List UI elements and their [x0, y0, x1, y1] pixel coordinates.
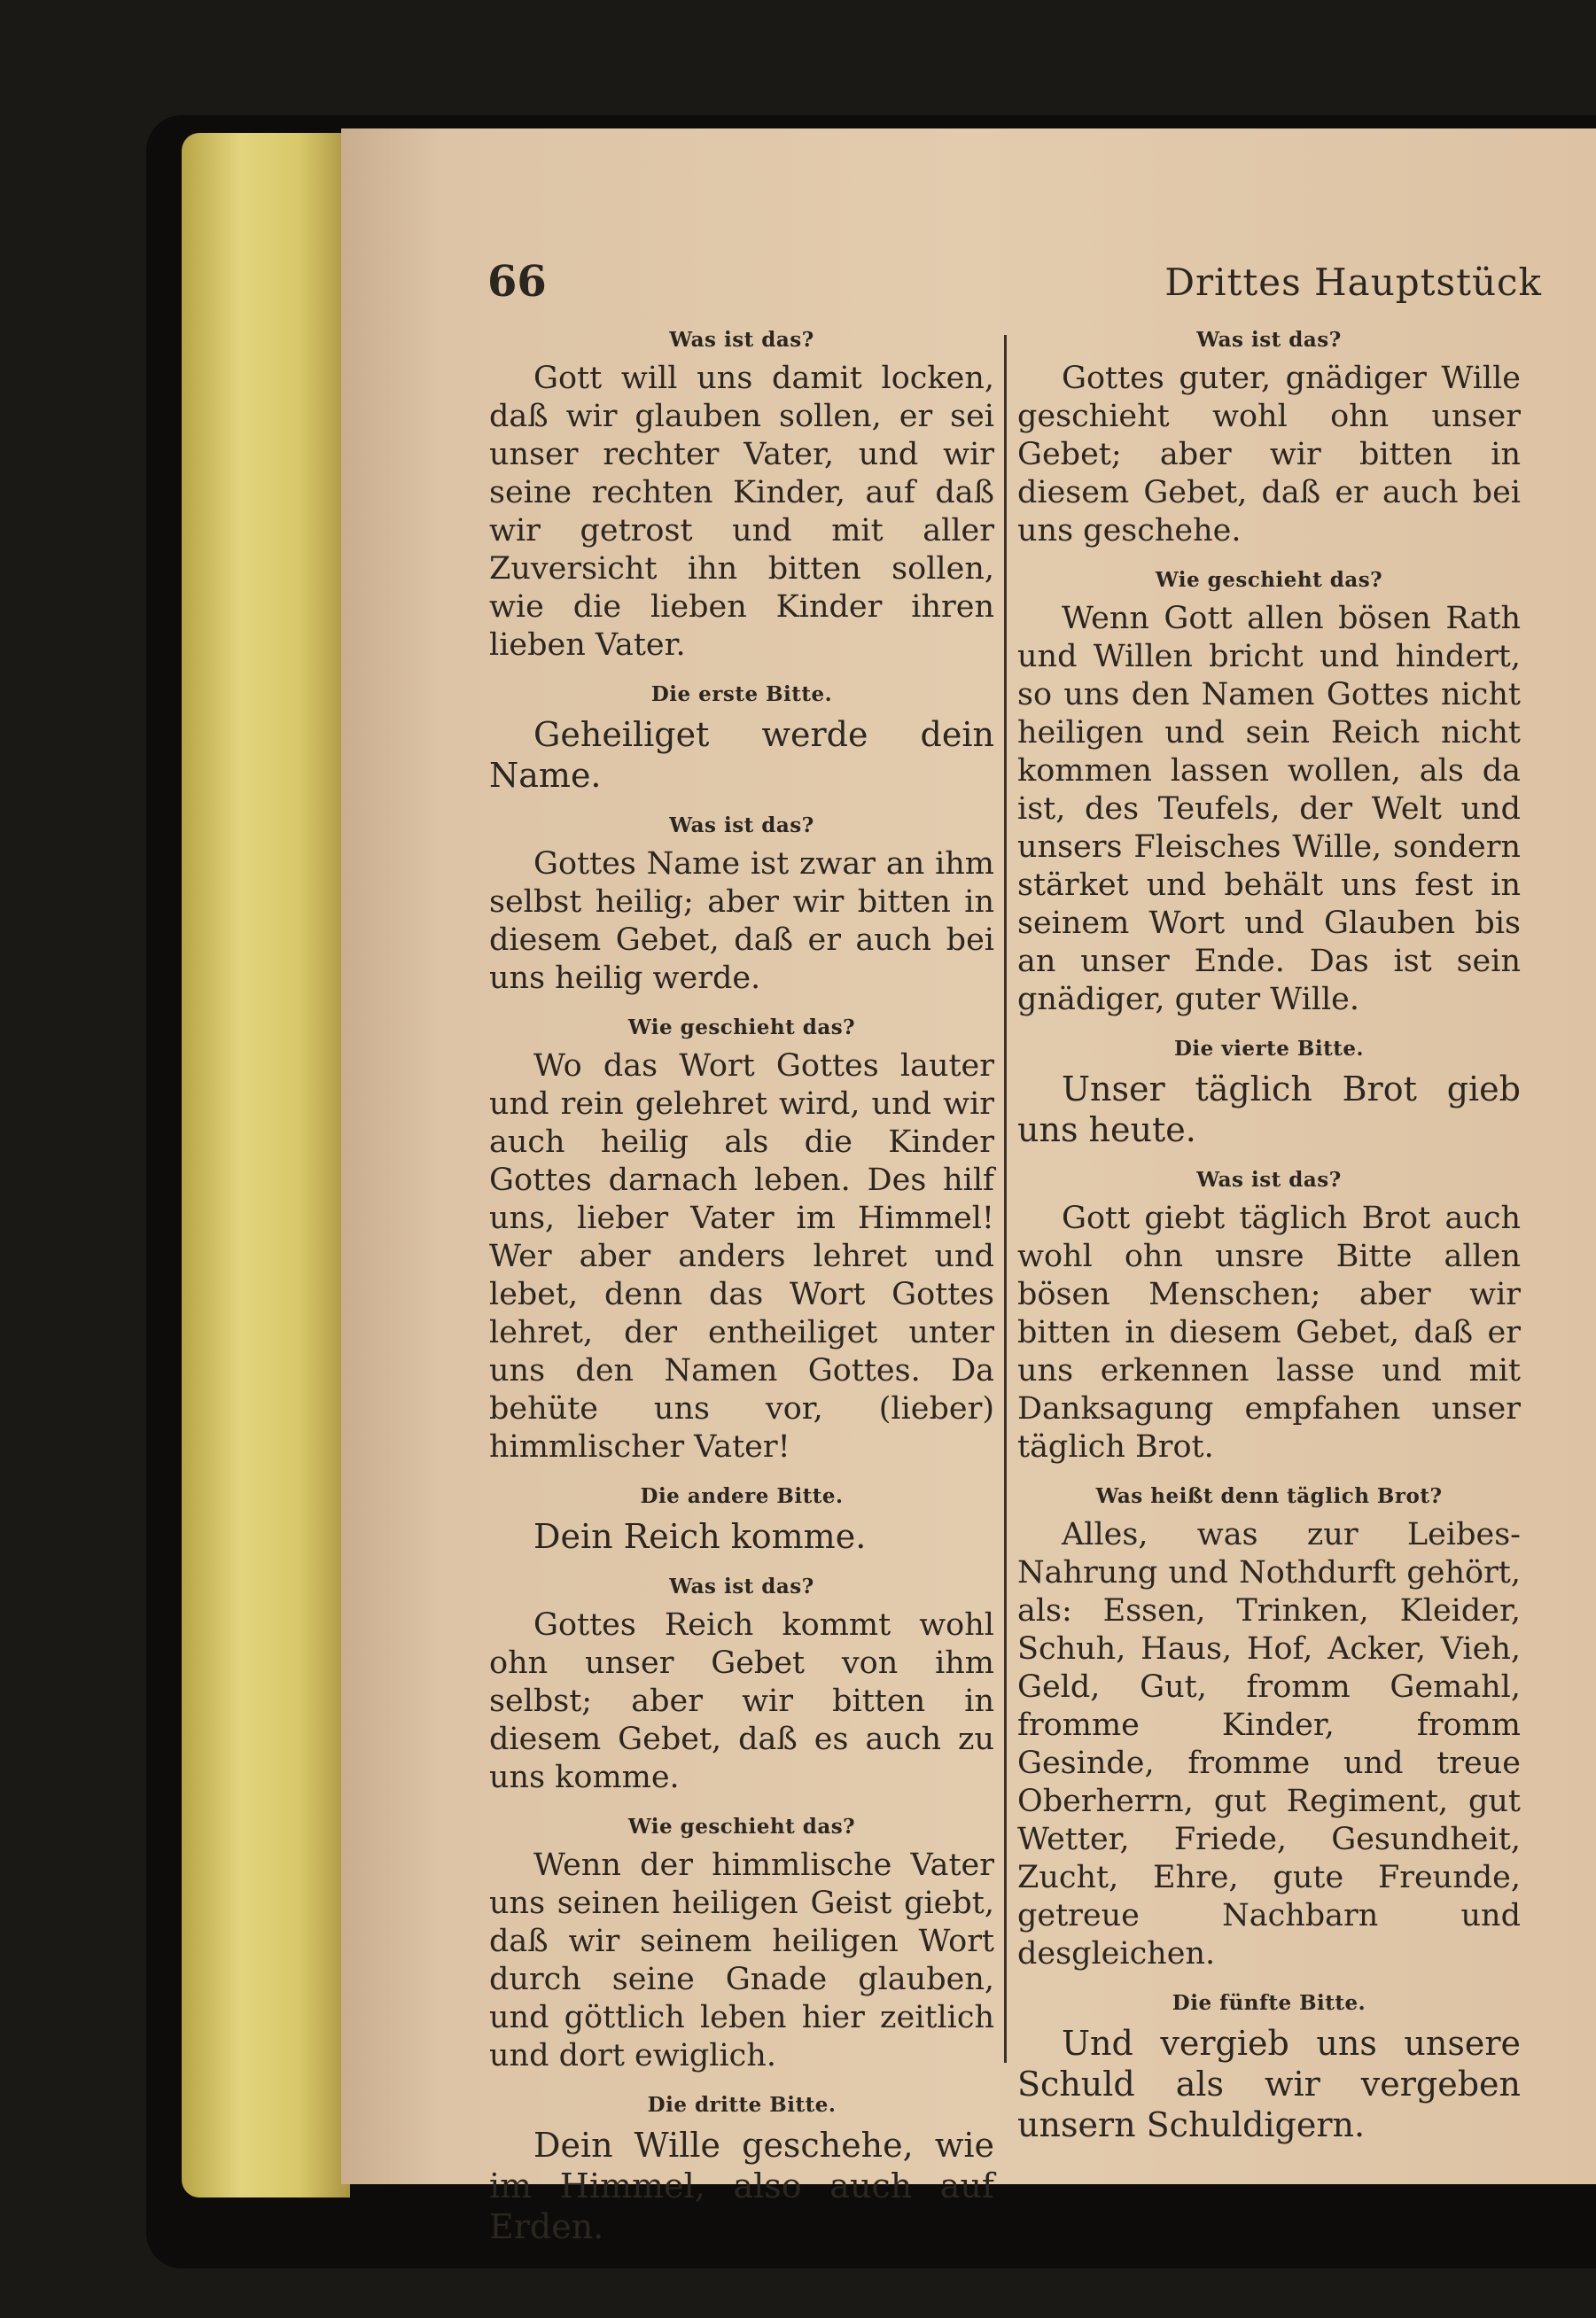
left-column	[489, 326, 994, 2263]
section-heading: Die fünfte Bitte.	[1172, 1991, 1366, 2015]
page-header	[487, 257, 1542, 319]
section-heading: Was ist das?	[669, 813, 814, 837]
section-heading: Was heißt denn täglich Brot?	[1095, 1484, 1443, 1508]
section-text: Gott will uns damit locken, daß wir glauben sollen, er sei unser rechter Vater, und wir seine rechten Kinder, auf daß wir getrost und mit aller Zuversicht ihn bitten sollen, wie die lieben Kinder ihren lieben Vater.	[489, 361, 994, 663]
section-text: Geheiliget werde dein Name.	[489, 715, 994, 795]
section-text: Unser täglich Brot gieb uns heute.	[1017, 1070, 1521, 1149]
section-text: Wo das Wort Gottes lauter und rein gelehret wird, und wir auch heilig als die Kinder Gottes darnach leben. Des hilf uns, lieber Vater im Himmel! Wer aber anders lehret und lebet, denn das Wort Gottes lehret, der entheiliget unter uns den Namen Gottes. Da behüte uns vor, (lieber) himmlischer Vater!	[489, 1048, 994, 1465]
section-heading: Wie geschieht das?	[627, 1015, 856, 1039]
section-heading: Was ist das?	[669, 328, 814, 352]
section-text: Dein Wille geschehe, wie im Himmel, also auch auf Erden.	[489, 2126, 994, 2246]
section-heading: Die andere Bitte.	[640, 1484, 844, 1508]
section-heading: Die erste Bitte.	[650, 682, 833, 706]
section-text: Gottes Name ist zwar an ihm selbst heilig; aber wir bitten in diesem Gebet, daß er auch bei uns heilig werde.	[489, 846, 994, 996]
section-text: Alles, was zur Leibes-Nahrung und Nothdurft gehört, als: Essen, Trinken, Kleider, Schuh, Haus, Hof, Acker, Vieh, Geld, Gut, fromm Gemahl, fromme Kinder, fromm Gesinde, fromme und treue Oberherrn, gut Regiment, gut Wetter, Friede, Gesundheit, Zucht, Ehre, gute Freunde, getreue Nachbarn und desgleichen.	[1017, 1517, 1521, 1972]
page-number: 66	[487, 257, 547, 307]
section-text: Gott giebt täglich Brot auch wohl ohn unsre Bitte allen bösen Menschen; aber wir bitten in diesem Gebet, daß er uns erkennen lasse und mit Danksagung empfahen unser täglich Brot.	[1017, 1201, 1521, 1465]
section-heading: Was ist das?	[1196, 1168, 1342, 1192]
right-column	[1017, 326, 1521, 2161]
section-text: Dein Reich komme.	[533, 1517, 867, 1556]
section-heading: Was ist das?	[669, 1575, 814, 1598]
section-heading: Die vierte Bitte.	[1173, 1037, 1364, 1061]
section-text: Wenn Gott allen bösen Rath und Willen bricht und hindert, so uns den Namen Gottes nicht heiligen und sein Reich nicht kommen lassen wollen, als da ist, des Teufels, der Welt und unsers Fleisches Wille, sondern stärket und behält uns fest in seinem Wort und Glauben bis an unser Ende. Das ist sein gnädiger, guter Wille.	[1017, 601, 1521, 1017]
section-text: Wenn der himmlische Vater uns seinen heiligen Geist giebt, daß wir seinem heiligen Wort durch seine Gnade glauben, und göttlich leben hier zeitlich und dort ewiglich.	[489, 1847, 994, 2073]
section-text: Gottes guter, gnädiger Wille geschieht wohl ohn unser Gebet; aber wir bitten in diesem Gebet, daß er auch bei uns geschehe.	[1017, 361, 1521, 548]
section-heading: Wie geschieht das?	[627, 1815, 856, 1839]
page-edges	[182, 133, 350, 2197]
section-text: Und vergieb uns unsere Schuld als wir vergeben unsern Schuldigern.	[1017, 2024, 1521, 2144]
section-heading: Was ist das?	[1196, 328, 1342, 352]
section-text: Gottes Reich kommt wohl ohn unser Gebet von ihm selbst; aber wir bitten in diesem Gebet, daß es auch zu uns komme.	[489, 1607, 994, 1795]
column-divider	[1004, 335, 1007, 2063]
section-heading: Wie geschieht das?	[1155, 568, 1383, 592]
section-heading: Die dritte Bitte.	[647, 2093, 837, 2117]
running-head: Drittes Hauptstück	[1164, 261, 1542, 304]
